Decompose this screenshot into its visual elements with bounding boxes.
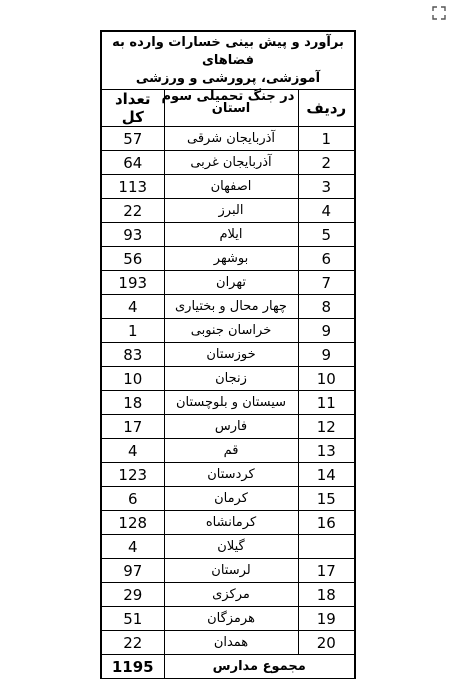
row-number-cell: 10	[298, 367, 354, 391]
province-cell: سیستان و بلوچستان	[164, 391, 298, 415]
province-cell: تهران	[164, 271, 298, 295]
province-cell: لرستان	[164, 559, 298, 583]
header-row-number: ردیف	[298, 90, 354, 127]
row-number-cell: 17	[298, 559, 354, 583]
count-cell: 123	[102, 463, 164, 487]
count-cell: 22	[102, 199, 164, 223]
province-cell: زنجان	[164, 367, 298, 391]
row-number-cell: 9	[298, 319, 354, 343]
province-cell: کرمانشاه	[164, 511, 298, 535]
province-cell: البرز	[164, 199, 298, 223]
count-cell: 17	[102, 415, 164, 439]
title-line: برآورد و پیش بینی خسارات وارده به فضاهای	[112, 35, 344, 68]
province-cell: چهار محال و بختیاری	[164, 295, 298, 319]
header-count: تعداد کل	[102, 90, 164, 127]
row-number-cell: 3	[298, 175, 354, 199]
table-row	[102, 559, 354, 583]
count-cell: 57	[102, 127, 164, 151]
total-value: 1195	[102, 655, 164, 679]
count-cell: 4	[102, 439, 164, 463]
table-row	[102, 127, 354, 151]
province-cell: آذربایجان غربی	[164, 151, 298, 175]
count-cell: 10	[102, 367, 164, 391]
province-cell: ایلام	[164, 223, 298, 247]
table-row	[102, 391, 354, 415]
expand-icon[interactable]	[432, 6, 446, 20]
province-cell: آذربایجان شرقی	[164, 127, 298, 151]
table-row	[102, 271, 354, 295]
row-number-cell: 5	[298, 223, 354, 247]
count-cell: 18	[102, 391, 164, 415]
row-number-cell: 1	[298, 127, 354, 151]
province-cell: اصفهان	[164, 175, 298, 199]
table-row	[102, 367, 354, 391]
province-cell: بوشهر	[164, 247, 298, 271]
table-row	[102, 295, 354, 319]
province-cell: مرکزی	[164, 583, 298, 607]
count-cell: 22	[102, 631, 164, 655]
row-number-cell: 9	[298, 343, 354, 367]
count-cell: 97	[102, 559, 164, 583]
table-row	[102, 151, 354, 175]
count-cell: 93	[102, 223, 164, 247]
count-cell: 6	[102, 487, 164, 511]
province-cell: خراسان جنوبی	[164, 319, 298, 343]
row-number-cell: 15	[298, 487, 354, 511]
row-number-cell: 19	[298, 607, 354, 631]
count-cell: 1	[102, 319, 164, 343]
row-number-cell: 14	[298, 463, 354, 487]
table-row	[102, 319, 354, 343]
row-number-cell: 2	[298, 151, 354, 175]
count-cell: 4	[102, 535, 164, 559]
table-row	[102, 415, 354, 439]
count-cell: 56	[102, 247, 164, 271]
province-cell: قم	[164, 439, 298, 463]
table-row	[102, 439, 354, 463]
damage-table-sheet	[100, 30, 356, 679]
province-cell: کرمان	[164, 487, 298, 511]
count-cell: 29	[102, 583, 164, 607]
table-title	[102, 32, 354, 104]
row-number-cell: 20	[298, 631, 354, 655]
row-number-cell	[298, 535, 354, 559]
province-cell: همدان	[164, 631, 298, 655]
table-row	[102, 223, 354, 247]
title-line: آموزشی، پرورشی و ورزشی	[135, 71, 321, 86]
count-cell: 83	[102, 343, 164, 367]
total-row	[102, 655, 354, 679]
province-cell: خوزستان	[164, 343, 298, 367]
count-cell: 51	[102, 607, 164, 631]
province-cell: فارس	[164, 415, 298, 439]
table-row	[102, 247, 354, 271]
province-cell: هرمزگان	[164, 607, 298, 631]
province-cell: گیلان	[164, 535, 298, 559]
table-row	[102, 631, 354, 655]
row-number-cell: 7	[298, 271, 354, 295]
row-number-cell: 8	[298, 295, 354, 319]
row-number-cell: 6	[298, 247, 354, 271]
count-cell: 64	[102, 151, 164, 175]
table-row	[102, 535, 354, 559]
table-body	[102, 127, 354, 655]
table-row	[102, 199, 354, 223]
table-row	[102, 343, 354, 367]
row-number-cell: 16	[298, 511, 354, 535]
total-label: مجموع مدارس	[164, 655, 354, 679]
table-row	[102, 463, 354, 487]
table-row	[102, 583, 354, 607]
row-number-cell: 12	[298, 415, 354, 439]
count-cell: 193	[102, 271, 164, 295]
row-number-cell: 11	[298, 391, 354, 415]
province-cell: کردستان	[164, 463, 298, 487]
row-number-cell: 18	[298, 583, 354, 607]
count-cell: 113	[102, 175, 164, 199]
row-number-cell: 13	[298, 439, 354, 463]
row-number-cell: 4	[298, 199, 354, 223]
table-row	[102, 607, 354, 631]
count-cell: 4	[102, 295, 164, 319]
table-row	[102, 175, 354, 199]
table-row	[102, 511, 354, 535]
header-province: استان	[164, 90, 298, 127]
table-row	[102, 487, 354, 511]
title-line: در جنگ تحمیلی سوم	[161, 89, 295, 104]
count-cell: 128	[102, 511, 164, 535]
damage-table	[102, 90, 354, 679]
